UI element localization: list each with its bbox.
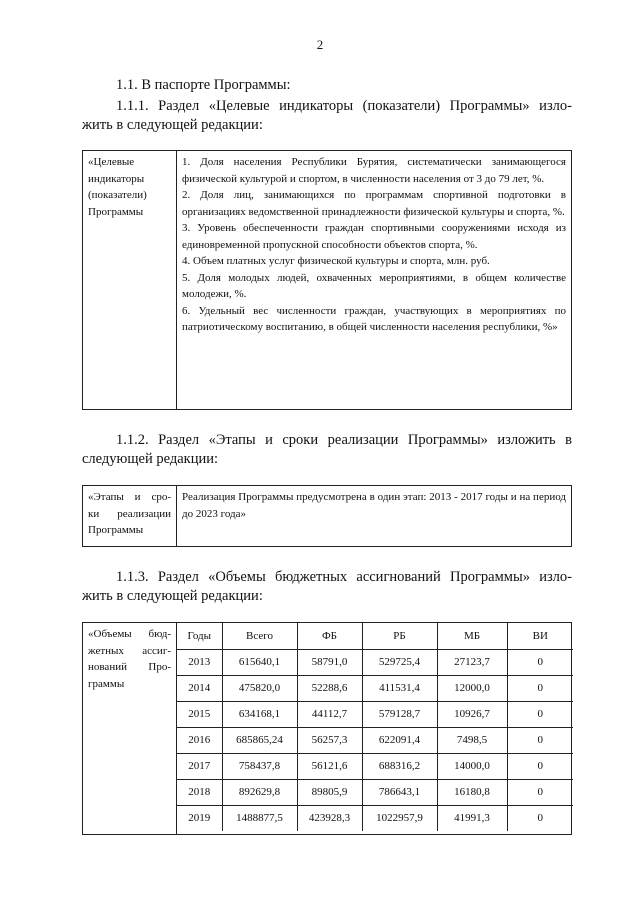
budget-label-line: нований Про-	[88, 661, 171, 673]
budget-row	[177, 753, 573, 779]
budget-cell: 685865,24	[222, 727, 297, 753]
budget-cell: 529725,4	[362, 649, 437, 675]
budget-row	[177, 701, 573, 727]
indicators-label-line: индикаторы	[88, 172, 145, 185]
budget-row	[177, 779, 573, 805]
budget-cell: 2014	[177, 675, 222, 701]
budget-box	[82, 622, 572, 835]
budget-cell: 615640,1	[222, 649, 297, 675]
budget-row	[177, 675, 573, 701]
budget-cell: 634168,1	[222, 701, 297, 727]
budget-row	[177, 805, 573, 831]
budget-cell: 2016	[177, 727, 222, 753]
budget-cell: 89805,9	[297, 779, 362, 805]
budget-label-line: граммы	[88, 677, 125, 690]
budget-cell: 56121,6	[297, 753, 362, 779]
indicators-label-line: Программы	[88, 205, 144, 218]
indicator-item: 2. Доля лиц, занимающихся по программам спортивной подготовки в организациях ведомственной принадлежности физической культуры и спорта, %.	[182, 189, 566, 218]
budget-cell: 892629,8	[222, 779, 297, 805]
indicators-label-line: «Целевые	[88, 156, 135, 168]
budget-cell: 16180,8	[437, 779, 507, 805]
budget-cell: 2017	[177, 753, 222, 779]
section-1-1-2-heading	[82, 431, 572, 469]
budget-cell: 0	[507, 701, 573, 727]
budget-cell: 688316,2	[362, 753, 437, 779]
budget-cell: 52288,6	[297, 675, 362, 701]
budget-table	[177, 623, 573, 831]
budget-cell: 1022957,9	[362, 805, 437, 831]
budget-cell: 579128,7	[362, 701, 437, 727]
budget-header-row	[177, 623, 573, 649]
budget-cell: 0	[507, 779, 573, 805]
budget-cell: 475820,0	[222, 675, 297, 701]
budget-cell: 14000,0	[437, 753, 507, 779]
indicators-list	[177, 151, 571, 409]
budget-cell: 2013	[177, 649, 222, 675]
indicator-item: 3. Уровень обеспеченности граждан спортивными сооружениями исходя из единовременной пропускной способности объектов спорта, %.	[182, 222, 566, 251]
budget-cell: 786643,1	[362, 779, 437, 805]
budget-cell: 0	[507, 675, 573, 701]
budget-header-cell: Годы	[177, 623, 222, 649]
indicator-item: 5. Доля молодых людей, охваченных мероприятиями, в общем количестве молодежи, %.	[182, 271, 566, 300]
stages-text: Реализация Программы предусмотрена в один этап: 2013 - 2017 годы и на период до 2023 года»	[182, 491, 566, 520]
budget-cell: 58791,0	[297, 649, 362, 675]
budget-cell: 10926,7	[437, 701, 507, 727]
budget-label-line: «Объемы бюд-	[88, 628, 171, 640]
stages-label	[83, 486, 177, 546]
section-1-1-3-line2: жить в следующей редакции:	[82, 588, 263, 604]
budget-header-cell: Всего	[222, 623, 297, 649]
indicators-label	[83, 151, 177, 409]
budget-row	[177, 727, 573, 753]
stages-label-line: Программы	[88, 524, 144, 536]
budget-cell: 56257,3	[297, 727, 362, 753]
budget-cell: 622091,4	[362, 727, 437, 753]
section-1-1-1-heading	[82, 97, 572, 135]
indicator-item: 6. Удельный вес численности граждан, участвующих в мероприятиях по патриотическому воспитанию, в общей численности населения республики, %»	[182, 304, 566, 333]
budget-cell: 411531,4	[362, 675, 437, 701]
budget-cell: 0	[507, 805, 573, 831]
section-1-1-heading: 1.1. В паспорте Программы:	[116, 77, 291, 93]
budget-cell: 0	[507, 727, 573, 753]
budget-header-cell: ФБ	[297, 623, 362, 649]
stages-label-line: ки реализации	[88, 507, 171, 520]
budget-cell: 41991,3	[437, 805, 507, 831]
section-1-1-2-line2: следующей редакции:	[82, 451, 219, 467]
section-1-1-1-line1: 1.1.1. Раздел «Целевые индикаторы (показатели) Программы» изло-	[116, 98, 572, 114]
stages-box	[82, 485, 572, 547]
indicators-label-line: (показатели)	[88, 189, 147, 201]
budget-cell: 0	[507, 753, 573, 779]
budget-header-cell: РБ	[362, 623, 437, 649]
budget-cell: 0	[507, 649, 573, 675]
budget-cell: 423928,3	[297, 805, 362, 831]
budget-label	[83, 623, 177, 834]
page-number: 2	[316, 37, 324, 52]
budget-cell: 27123,7	[437, 649, 507, 675]
budget-cell: 2018	[177, 779, 222, 805]
budget-cell: 7498,5	[437, 727, 507, 753]
budget-cell: 758437,8	[222, 753, 297, 779]
budget-row	[177, 649, 573, 675]
stages-label-line: «Этапы и сро-	[88, 491, 171, 503]
section-1-1-2-line1: 1.1.2. Раздел «Этапы и сроки реализации Программы» изложить в	[116, 432, 572, 448]
budget-cell: 2019	[177, 805, 222, 831]
budget-cell: 2015	[177, 701, 222, 727]
budget-label-line: жетных ассиг-	[88, 644, 171, 657]
indicators-box	[82, 150, 572, 410]
section-1-1-1-line2: жить в следующей редакции:	[82, 117, 263, 133]
indicator-item: 4. Объем платных услуг физической культуры и спорта, млн. руб.	[182, 255, 490, 267]
section-1-1-3-line1: 1.1.3. Раздел «Объемы бюджетных ассигнований Программы» изло-	[116, 569, 572, 585]
budget-cell: 1488877,5	[222, 805, 297, 831]
budget-header-cell: ВИ	[507, 623, 573, 649]
indicator-item: 1. Доля населения Республики Бурятия, систематически занимающегося физической культурой и спортом, в численности населения от 3 до 79 лет, %.	[182, 156, 566, 185]
budget-cell: 44112,7	[297, 701, 362, 727]
budget-header-cell: МБ	[437, 623, 507, 649]
section-1-1-3-heading	[82, 568, 572, 606]
budget-cell: 12000,0	[437, 675, 507, 701]
